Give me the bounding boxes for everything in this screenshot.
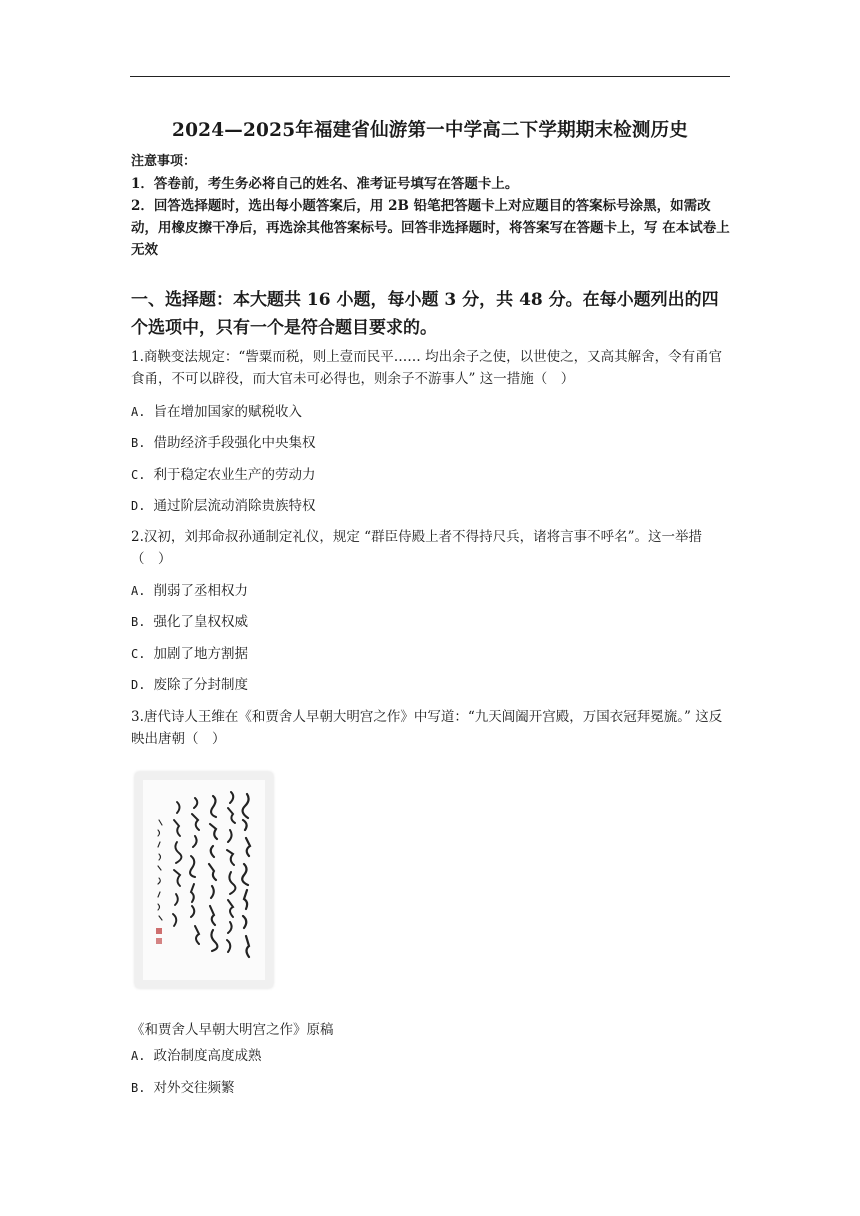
option-letter: C.	[131, 647, 146, 661]
header-rule	[130, 76, 730, 77]
question-2-option-b	[131, 612, 731, 632]
option-letter: A.	[131, 1049, 146, 1063]
option-letter: C.	[131, 468, 146, 482]
exam-title: 2024—2025年福建省仙游第一中学高二下学期期末检测历史	[172, 120, 688, 141]
question-3-stem: 3.唐代诗人王维在《和贾舍人早朝大明宫之作》中写道：“九天阊阖开宫殿，万国衣冠拜冕旒。” 这反映出唐朝（ ）	[131, 709, 723, 747]
question-2-stem: 2.汉初，刘邦命叔孙通制定礼仪，规定 “群臣侍殿上者不得持尺兵，诸将言事不呼名”。这一举措（ ）	[131, 529, 702, 567]
section-heading: 一、选择题：本大题共 16 小题，每小题 3 分，共 48 分。在每小题列出的四个选项中，只有一个是符合题目要求的。	[131, 290, 719, 338]
notice-heading: 注意事项：	[131, 154, 197, 169]
calligraphy-manuscript-image	[135, 772, 273, 988]
option-letter: D.	[131, 678, 146, 692]
option-text: 政治制度高度成熟	[153, 1048, 262, 1064]
option-letter: B.	[131, 1081, 146, 1095]
notice-item-1: 1．答卷前，考生务必将自己的姓名、准考证号填写在答题卡上。	[131, 176, 519, 192]
option-text: 利于稳定农业生产的劳动力	[153, 467, 316, 483]
question-2-option-a	[131, 581, 731, 601]
option-text: 旨在增加国家的赋税收入	[153, 404, 302, 420]
option-letter: D.	[131, 499, 146, 513]
option-letter: A.	[131, 405, 146, 419]
option-letter: B.	[131, 615, 146, 629]
question-3-option-a	[131, 1046, 731, 1066]
option-text: 加剧了地方割据	[153, 646, 248, 662]
image-caption: 《和贾舍人早朝大明宫之作》原稿	[131, 1022, 334, 1038]
question-1-option-a	[131, 402, 731, 422]
option-text: 废除了分封制度	[153, 677, 248, 693]
question-2-option-d	[131, 675, 731, 695]
option-text: 对外交往频繁	[153, 1080, 235, 1096]
option-text: 通过阶层流动消除贵族特权	[153, 498, 316, 514]
question-3-option-b	[131, 1078, 731, 1098]
question-1-option-c	[131, 465, 731, 485]
question-1-option-d	[131, 496, 731, 516]
option-letter: B.	[131, 436, 146, 450]
question-1-stem: 1.商鞅变法规定：“訾粟而税，则上壹而民平…… 均出余子之使，以世使之，又高其解舍，令有甬官食甬，不可以辟役，而大官未可必得也，则余子不游事人” 这一措施（ ）	[131, 349, 723, 387]
question-2-option-c	[131, 644, 731, 664]
notice-item-2: 2．回答选择题时，选出每小题答案后，用 2B 铅笔把答题卡上对应题目的答案标号涂黑，如需改动，用橡皮擦干净后，再选涂其他答案标号。回答非选择题时，将答案写在答题卡上，写 在本试卷上无效	[131, 198, 730, 258]
calligraphy-scroll-graphic	[143, 780, 265, 980]
option-letter: A.	[131, 584, 146, 598]
option-text: 借助经济手段强化中央集权	[153, 435, 316, 451]
question-1-option-b	[131, 433, 731, 453]
option-text: 强化了皇权权威	[153, 614, 248, 630]
option-text: 削弱了丞相权力	[153, 583, 248, 599]
